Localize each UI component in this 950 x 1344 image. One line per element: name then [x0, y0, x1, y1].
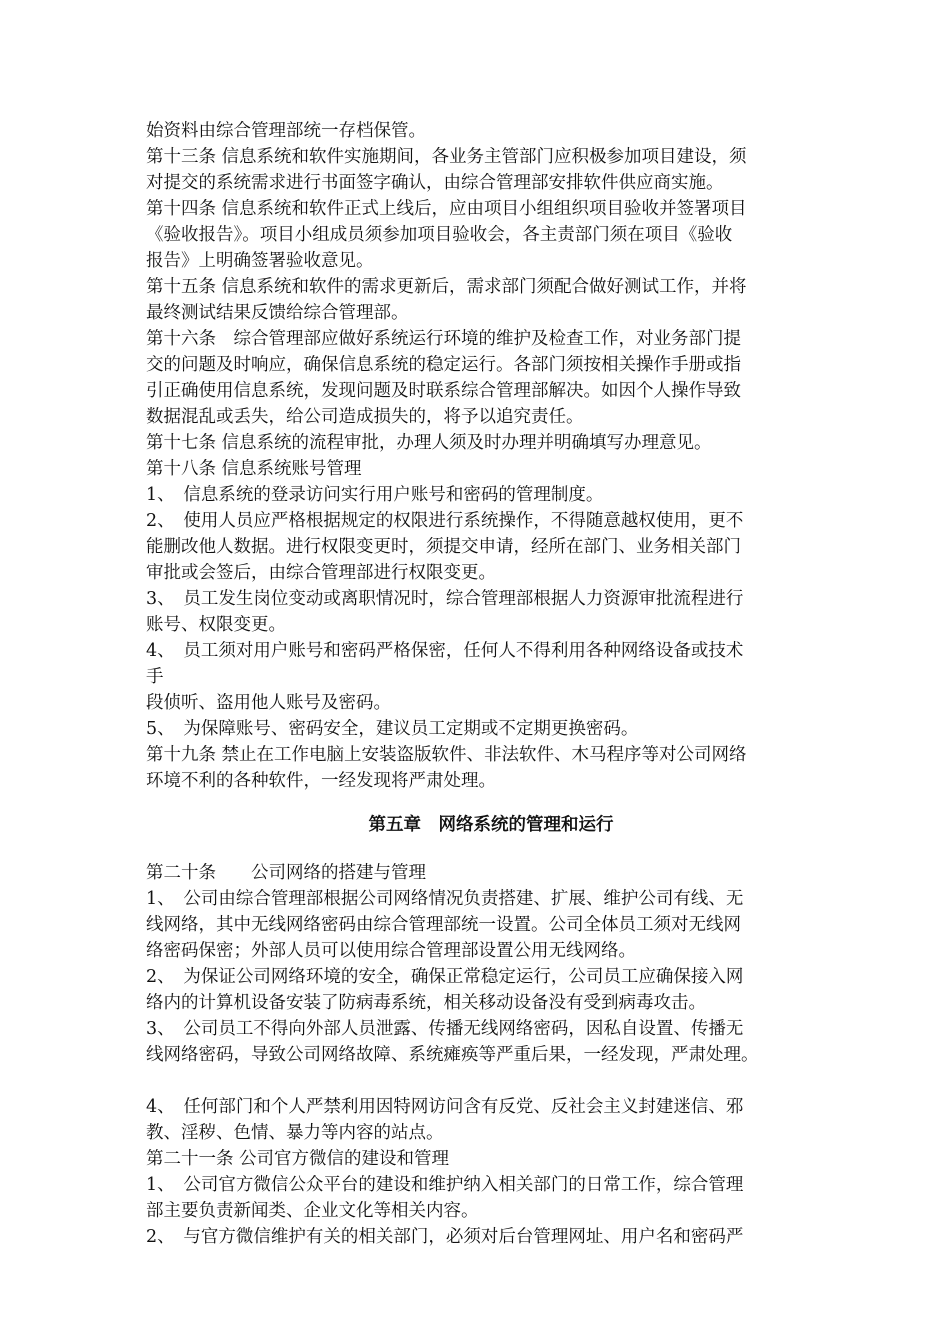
section-after-chapter — [146, 860, 836, 1250]
text-line: 第十八条 信息系统账号管理 — [146, 459, 362, 479]
text-line: 第十七条 信息系统的流程审批，办理人须及时办理并明确填写办理意见。 — [146, 433, 712, 453]
text-line: 账号、权限变更。 — [146, 615, 286, 635]
text-line: 2、 为保证公司网络环境的安全，确保正常稳定运行，公司员工应确保接入网 — [146, 967, 744, 987]
text-line: 3、 公司员工不得向外部人员泄露、传播无线网络密码，因私自设置、传播无 — [146, 1019, 744, 1039]
text-line: 引正确使用信息系统，发现问题及时联系综合管理部解决。如因个人操作导致 — [146, 381, 741, 401]
text-line: 第十三条 信息系统和软件实施期间，各业务主管部门应积极参加项目建设，须 — [146, 147, 747, 167]
text-line: 段侦听、盗用他人账号及密码。 — [146, 693, 391, 713]
blank-line — [146, 1068, 836, 1094]
text-line: 1、 公司官方微信公众平台的建设和维护纳入相关部门的日常工作，综合管理 — [146, 1175, 744, 1195]
text-line: 第十五条 信息系统和软件的需求更新后，需求部门须配合做好测试工作，并将 — [146, 277, 747, 297]
text-line: 第十四条 信息系统和软件正式上线后，应由项目小组组织项目验收并签署项目 — [146, 199, 747, 219]
text-line: 交的问题及时响应，确保信息系统的稳定运行。各部门须按相关操作手册或指 — [146, 355, 741, 375]
text-line: 第十六条 综合管理部应做好系统运行环境的维护及检查工作，对业务部门提 — [146, 329, 741, 349]
text-line: 审批或会签后，由综合管理部进行权限变更。 — [146, 563, 496, 583]
text-line: 部主要负责新闻类、企业文化等相关内容。 — [146, 1201, 479, 1221]
text-line: 手 — [146, 667, 164, 687]
text-line: 数据混乱或丢失，给公司造成损失的，将予以追究责任。 — [146, 407, 584, 427]
text-line: 1、 公司由综合管理部根据公司网络情况负责搭建、扩展、维护公司有线、无 — [146, 889, 744, 909]
text-line: 4、 任何部门和个人严禁利用因特网访问含有反党、反社会主义封建迷信、邪 — [146, 1097, 744, 1117]
text-line: 环境不利的各种软件，一经发现将严肃处理。 — [146, 771, 496, 791]
text-line: 对提交的系统需求进行书面签字确认，由综合管理部安排软件供应商实施。 — [146, 173, 724, 193]
section-before-chapter — [146, 118, 836, 794]
text-line: 4、 员工须对用户账号和密码严格保密，任何人不得利用各种网络设备或技术 — [146, 641, 744, 661]
text-line: 《验收报告》。项目小组成员须参加项目验收会，各主责部门须在项目《验收 — [146, 225, 733, 245]
document-page — [146, 118, 836, 1250]
text-line: 第二十一条 公司官方微信的建设和管理 — [146, 1149, 450, 1169]
text-line: 2、 与官方微信维护有关的相关部门，必须对后台管理网址、用户名和密码严 — [146, 1227, 744, 1247]
text-line: 能删改他人数据。进行权限变更时，须提交申请，经所在部门、业务相关部门 — [146, 537, 741, 557]
text-line: 第二十条 公司网络的搭建与管理 — [146, 863, 426, 883]
text-line: 始资料由综合管理部统一存档保管。 — [146, 121, 426, 141]
text-line: 络密码保密；外部人员可以使用综合管理部设置公用无线网络。 — [146, 941, 636, 961]
text-line: 络内的计算机设备安装了防病毒系统，相关移动设备没有受到病毒攻击。 — [146, 993, 706, 1013]
text-line: 教、淫秽、色情、暴力等内容的站点。 — [146, 1123, 444, 1143]
text-line: 最终测试结果反馈给综合管理部。 — [146, 303, 409, 323]
text-line: 2、 使用人员应严格根据规定的权限进行系统操作，不得随意越权使用，更不 — [146, 511, 744, 531]
text-line: 第十九条 禁止在工作电脑上安装盗版软件、非法软件、木马程序等对公司网络 — [146, 745, 747, 765]
text-line: 线网络密码，导致公司网络故障、系统瘫痪等严重后果，一经发现，严肃处理。 — [146, 1045, 759, 1065]
text-line: 1、 信息系统的登录访问实行用户账号和密码的管理制度。 — [146, 485, 604, 505]
text-line: 3、 员工发生岗位变动或离职情况时，综合管理部根据人力资源审批流程进行 — [146, 589, 744, 609]
chapter-heading: 第五章 网络系统的管理和运行 — [368, 815, 614, 835]
text-line: 报告》上明确签署验收意见。 — [146, 251, 374, 271]
text-line: 线网络，其中无线网络密码由综合管理部统一设置。公司全体员工须对无线网 — [146, 915, 741, 935]
text-line: 5、 为保障账号、密码安全，建议员工定期或不定期更换密码。 — [146, 719, 639, 739]
